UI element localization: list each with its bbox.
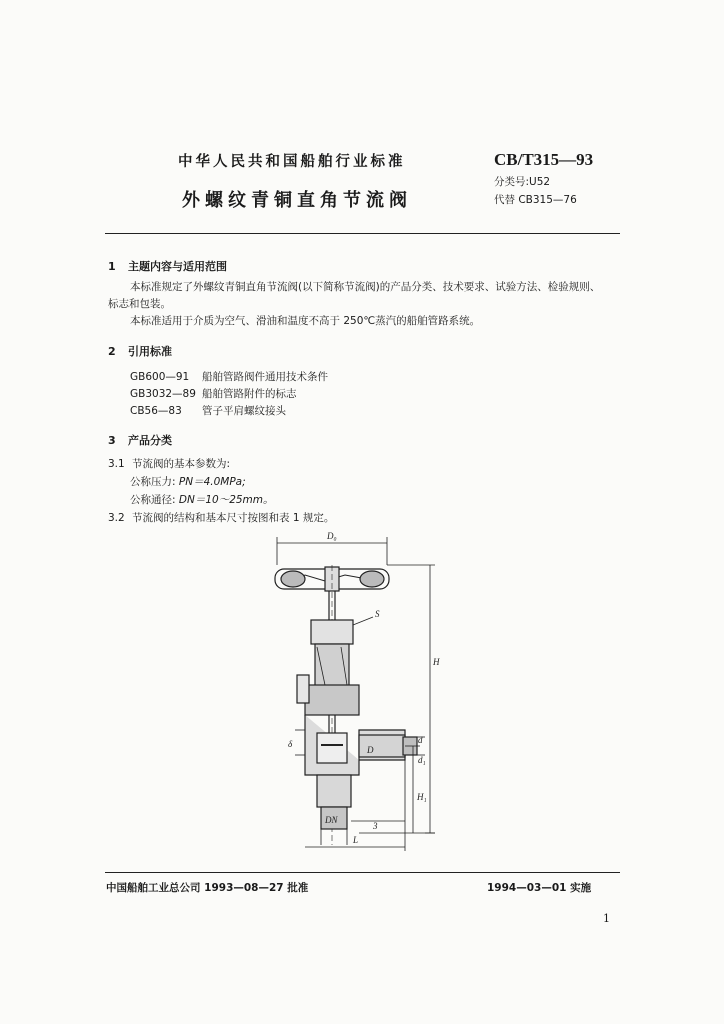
label-delta: δ <box>288 739 293 749</box>
label-h1: H₁ <box>417 792 427 802</box>
section-title: 主题内容与适用范围 <box>128 260 227 273</box>
page-number: 1 <box>603 912 610 925</box>
reference-code: CB56—83 <box>130 405 182 417</box>
label-d-outlet: D <box>367 745 374 755</box>
section-1-heading <box>108 258 227 274</box>
section-1-para1-line1: 本标准规定了外螺纹青铜直角节流阀(以下简称节流阀)的产品分类、技术要求、试验方法、检验规则、 <box>130 281 601 293</box>
section-2-heading <box>108 343 172 359</box>
replaces-standard: 代替 CB315—76 <box>494 194 577 206</box>
section-title: 引用标准 <box>128 345 172 358</box>
document-title: 外螺纹青铜直角节流阀 <box>182 190 412 211</box>
section-1-para2: 本标准适用于介质为空气、滑油和温度不高于 250℃蒸汽的船舶管路系统。 <box>130 315 481 327</box>
param-value: DN＝10～25mm。 <box>178 494 274 506</box>
clause-number: 3.1 <box>108 458 125 470</box>
nominal-pressure <box>130 474 246 491</box>
section-1-para1-line2: 标志和包装。 <box>108 298 171 310</box>
param-label: 公称压力: <box>130 476 176 488</box>
reference-title: 管子平肩螺纹接头 <box>202 405 286 417</box>
clause-3-1 <box>108 456 230 473</box>
reference-title: 船舶管路附件的标志 <box>202 388 297 400</box>
reference-item <box>130 369 328 384</box>
clause-text: 节流阀的结构和基本尺寸按图和表 1 规定。 <box>132 512 335 524</box>
section-number: 1 <box>108 260 116 273</box>
clause-number: 3.2 <box>108 512 125 524</box>
approval-date: 中国船舶工业总公司 1993—08—27 批准 <box>106 882 309 894</box>
label-h: H <box>433 657 440 667</box>
issuing-organization: 中华人民共和国船舶行业标准 <box>178 154 406 170</box>
reference-code: GB600—91 <box>130 371 190 383</box>
label-d0: D₀ <box>327 531 337 541</box>
valve-drawing <box>255 525 470 860</box>
label-d: d <box>418 735 423 745</box>
nominal-diameter <box>130 492 274 509</box>
param-label: 公称通径: <box>130 494 176 506</box>
reference-code: GB3032—89 <box>130 388 196 400</box>
section-title: 产品分类 <box>128 434 172 447</box>
reference-item <box>130 403 286 418</box>
standard-number: CB/T315—93 <box>494 150 594 169</box>
label-l: L <box>353 835 359 845</box>
label-3: 3 <box>373 821 378 831</box>
clause-text: 节流阀的基本参数为: <box>132 458 231 470</box>
label-dn: DN <box>325 815 338 825</box>
section-3-heading <box>108 432 172 448</box>
implementation-date: 1994—03—01 实施 <box>487 882 592 894</box>
section-number: 2 <box>108 345 116 358</box>
reference-item <box>130 386 297 401</box>
label-s: S <box>375 609 380 619</box>
label-d1: d₁ <box>418 755 426 765</box>
footer-divider <box>105 872 620 873</box>
header-divider <box>105 233 620 234</box>
param-value: PN＝4.0MPa; <box>178 476 246 488</box>
classification-number: 分类号:U52 <box>494 176 551 188</box>
section-number: 3 <box>108 434 116 447</box>
reference-title: 船舶管路阀件通用技术条件 <box>202 371 328 383</box>
